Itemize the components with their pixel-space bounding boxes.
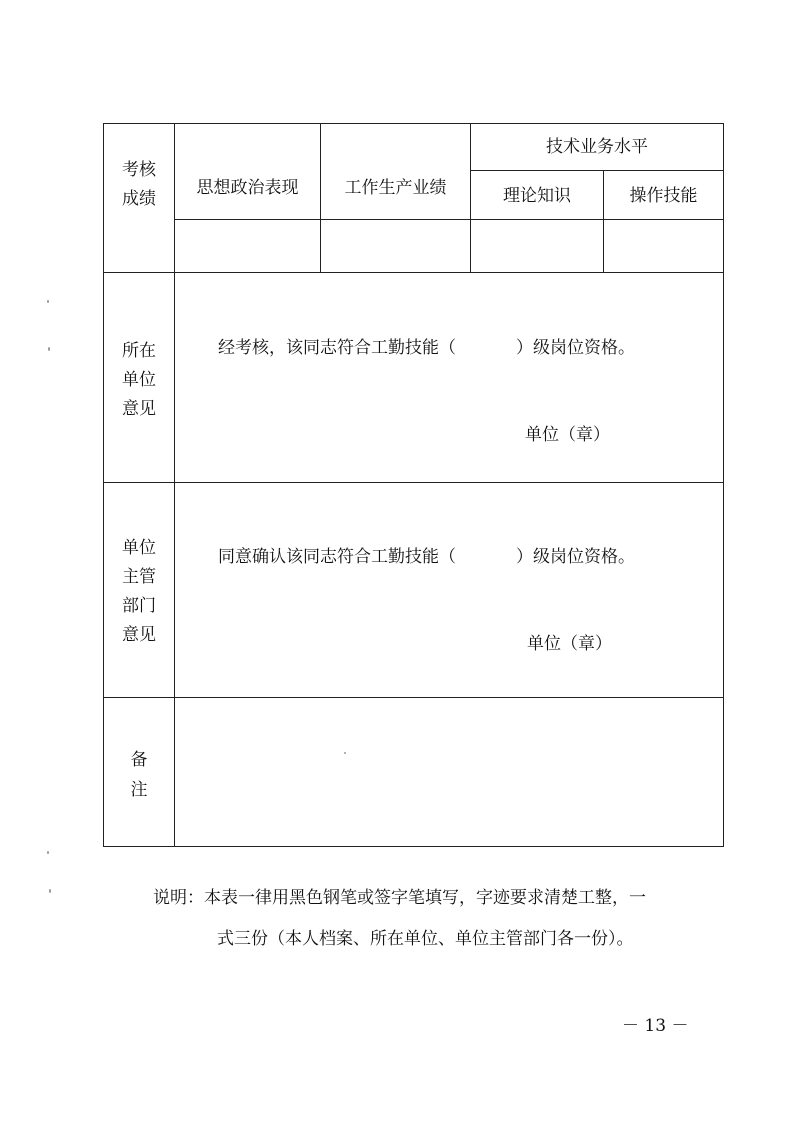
remarks-label-line: 备 bbox=[130, 750, 148, 770]
table-line-label-col bbox=[174, 123, 175, 847]
col-tech-header: 技术业务水平 bbox=[546, 137, 648, 157]
table-border-top bbox=[103, 123, 724, 124]
score-label bbox=[103, 156, 175, 214]
unit-seal: 单位（章） bbox=[525, 425, 610, 445]
scan-mark bbox=[344, 752, 346, 754]
dept-opinion-label-line: 单位 bbox=[122, 538, 156, 558]
note-line-2: 式三份（本人档案、所在单位、单位主管部门各一份）。 bbox=[217, 929, 634, 949]
table-line-tech-split bbox=[470, 170, 724, 171]
unit-opinion-text bbox=[218, 334, 635, 362]
page-number: － 13 － bbox=[622, 1016, 689, 1036]
scan-mark bbox=[47, 851, 49, 854]
col-skill-header: 操作技能 bbox=[629, 186, 698, 206]
dept-opinion-text bbox=[218, 543, 635, 571]
unit-opinion-label-line: 所在 bbox=[122, 341, 156, 361]
dept-opinion-suffix: ）级岗位资格。 bbox=[516, 547, 635, 567]
col-theory-header: 理论知识 bbox=[503, 186, 571, 206]
unit-opinion-suffix: ）级岗位资格。 bbox=[516, 338, 635, 358]
scan-mark bbox=[48, 347, 50, 351]
score-label-line: 成绩 bbox=[122, 189, 156, 209]
table-line-unit-bottom bbox=[103, 482, 724, 483]
remarks-label bbox=[103, 745, 175, 805]
score-label-line: 考核 bbox=[122, 160, 156, 180]
remarks-label-line: 注 bbox=[130, 780, 148, 800]
scan-mark bbox=[47, 300, 49, 303]
scan-mark bbox=[49, 889, 51, 893]
col-political-header: 思想政治表现 bbox=[196, 178, 299, 198]
unit-opinion-label bbox=[103, 337, 175, 424]
dept-opinion-label-line: 意见 bbox=[122, 625, 156, 645]
table-border-left bbox=[103, 123, 104, 847]
table-line-dept-bottom bbox=[103, 697, 724, 698]
unit-opinion-prefix: 经考核，该同志符合工勤技能（ bbox=[218, 338, 456, 358]
unit-opinion-label-line: 单位 bbox=[122, 370, 156, 390]
dept-opinion-prefix: 同意确认该同志符合工勤技能（ bbox=[218, 547, 456, 567]
dept-seal: 单位（章） bbox=[527, 634, 612, 654]
unit-opinion-label-line: 意见 bbox=[122, 399, 156, 419]
dept-opinion-label bbox=[103, 534, 175, 650]
col-work-header: 工作生产业绩 bbox=[344, 178, 447, 198]
dept-opinion-label-line: 部门 bbox=[122, 596, 156, 616]
dept-opinion-label-line: 主管 bbox=[122, 567, 156, 587]
table-line-score-bottom bbox=[103, 272, 724, 273]
table-border-bottom bbox=[103, 846, 724, 847]
table-border-right bbox=[723, 123, 724, 847]
table-line-header-bottom bbox=[175, 219, 724, 220]
note-line-1: 说明：本表一律用黑色钢笔或签字笔填写，字迹要求清楚工整，一 bbox=[153, 888, 646, 908]
